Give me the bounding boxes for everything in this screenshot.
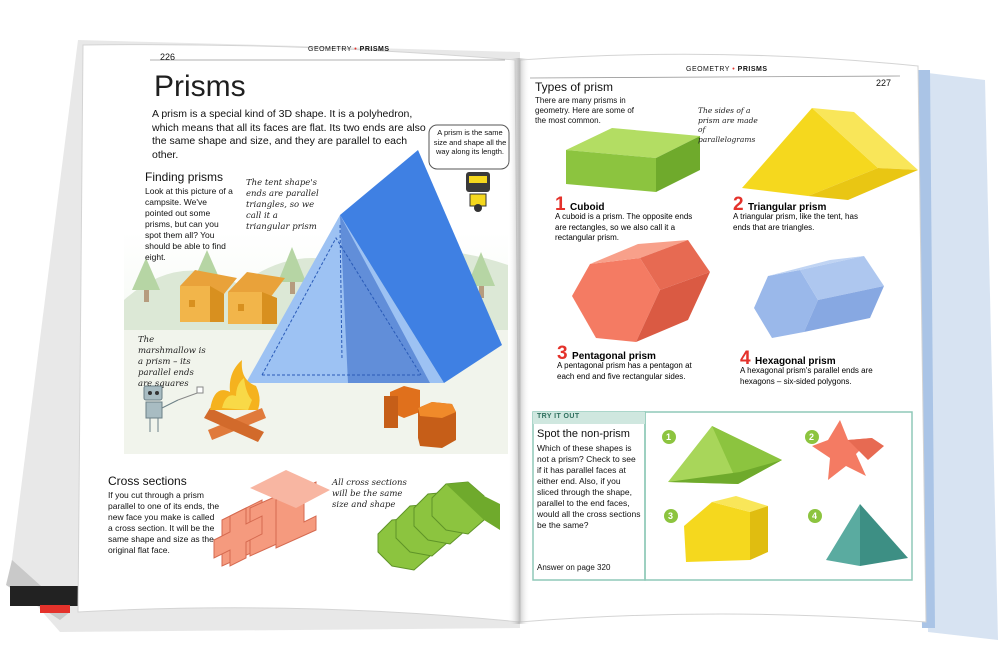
left-running-head [308, 46, 390, 53]
running-head-section: GEOMETRY [308, 46, 352, 53]
prism-number: 2 [733, 194, 744, 215]
prism-number: 3 [557, 343, 568, 364]
right-running-head-topic: PRISMS [737, 66, 768, 73]
prism-name: Pentagonal prism [572, 351, 656, 362]
try-it-out-label: TRY IT OUT [537, 413, 580, 420]
prism-description: A triangular prism, like the tent, has ends that are triangles. [733, 212, 858, 232]
quiz-number-2: 2 [809, 432, 815, 442]
finding-prisms-heading: Finding prisms [145, 170, 224, 184]
right-running-head-section: GEOMETRY [686, 66, 730, 73]
running-head-bullet: • [354, 46, 358, 53]
page-title: Prisms [154, 70, 246, 103]
running-head-topic: PRISMS [359, 46, 390, 53]
prism-caption-pentagonal [557, 343, 699, 382]
prism-name: Hexagonal prism [755, 356, 836, 367]
robot-speech-bubble: A prism is the same size and shape all the way along its length. [433, 128, 507, 156]
types-of-prism-intro: There are many prisms in geometry. Here are some of the most common. [535, 96, 635, 125]
right-running-head-bullet: • [732, 66, 736, 73]
answer-reference: Answer on page 320 [537, 563, 611, 572]
quiz-number-1: 1 [666, 432, 672, 442]
prism-name: Triangular prism [748, 202, 827, 213]
right-running-head [686, 66, 768, 73]
quiz-number-3: 3 [668, 511, 674, 521]
prism-description: A pentagonal prism has a pentagon at each end and five rectangular sides. [557, 361, 692, 381]
marshmallow-annotation: The marshmallow is a prism – its parallel ends are squares [138, 335, 206, 389]
cross-section-annotation: All cross sections will be the same size and shape [332, 478, 407, 510]
prism-caption-hexagonal [740, 348, 890, 387]
prism-description: A hexagonal prism's parallel ends are hexagons – six-sided polygons. [740, 366, 873, 386]
spot-the-non-prism-heading: Spot the non-prism [537, 428, 630, 440]
tent-annotation: The tent shape's ends are parallel triangles, so we call it a triangular prism [246, 178, 319, 232]
prism-number: 1 [555, 194, 566, 215]
left-page-number: 226 [160, 52, 176, 62]
prism-caption-triangular [733, 194, 858, 233]
prism-number: 4 [740, 348, 751, 369]
prism-name: Cuboid [570, 202, 605, 213]
types-of-prism-heading: Types of prism [535, 80, 614, 94]
right-page-number: 227 [876, 78, 892, 88]
spot-the-non-prism-text: Which of these shapes is not a prism? Check to see if it has parallel faces at either end. Also, if you sliced through the shape, parallel to the end faces, would all the cross sections be the same? [537, 443, 641, 530]
quiz-number-4: 4 [812, 511, 818, 521]
prism-description: A cuboid is a prism. The opposite ends are rectangles, so we also call it a rectangular prism. [555, 212, 693, 242]
cross-sections-text: If you cut through a prism parallel to one of its ends, the new face you make is called a cross section. It will be the same shape and size as the original flat face. [108, 490, 220, 555]
prism-caption-cuboid [555, 194, 705, 244]
prism-sides-annotation: The sides of a prism are made of parallelograms [698, 106, 758, 144]
intro-paragraph: A prism is a special kind of 3D shape. It is a polyhedron, which means that all its faces are flat. Its two ends are also the same shape and size, and they are parallel to each other. [152, 108, 426, 161]
cross-sections-heading: Cross sections [108, 474, 187, 488]
finding-prisms-text: Look at this picture of a campsite. We've pointed out some prisms, but can you spot them all? You should be able to find eight. [145, 186, 233, 262]
